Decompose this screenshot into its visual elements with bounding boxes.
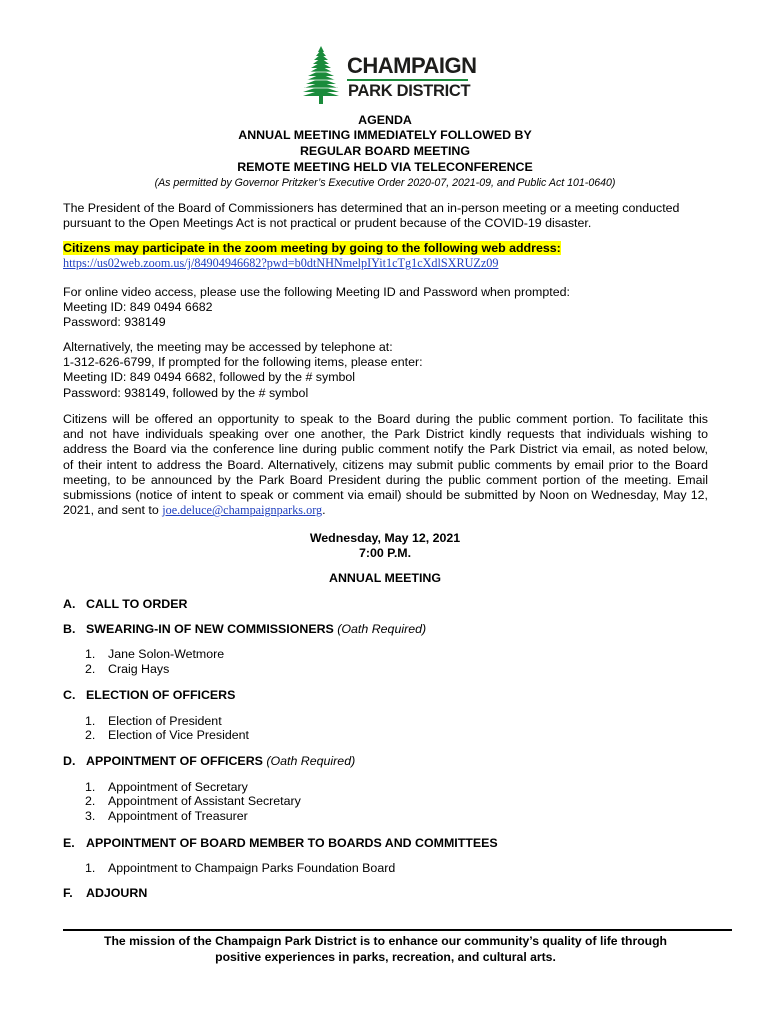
meeting-heading-line3: REMOTE MEETING HELD VIA TELECONFERENCE [237,160,533,174]
logo-divider [347,79,468,81]
comment-line: and not have individuals speaking over one another, the Park District kindly requests that individuals wishing to [63,427,708,442]
comment-line: 2021, and sent to joe.deluce@champaignparks.org. [63,503,326,518]
mission-statement-line2: positive experiences in parks, recreation, and cultural arts. [215,950,556,964]
agenda-heading: AGENDA [358,113,412,127]
phone-line: Alternatively, the meeting may be accessed by telephone at: [63,340,393,354]
champaign-park-district-logo [303,45,477,105]
executive-order-note: (As permitted by Governor Pritzker’s Executive Order 2020-07, 2021-09, and Public Act 101-0640) [154,177,616,189]
intro-paragraph [63,201,708,231]
list-item: 1. Jane Solon-Wetmore [85,647,225,661]
comment-line: address the Board via the conference line during public comment notify the Park District via email, as noted below, [63,442,708,457]
section-b: B. SWEARING-IN OF NEW COMMISSIONERS (Oath Required) [63,622,427,636]
list-item: 2. Craig Hays [85,662,170,676]
logo-name-line2: PARK DISTRICT [348,82,471,100]
phone-password: Password: 938149, followed by the # symbol [63,385,309,400]
list-item: 1. Election of President [85,714,222,728]
section-c: C. ELECTION OF OFFICERS [63,688,236,702]
footer-divider [63,929,732,931]
meeting-password: Password: 938149 [63,315,166,330]
meeting-date: Wednesday, May 12, 2021 [309,531,461,545]
section-f: F. ADJOURN [63,886,148,900]
video-access-paragraph [63,285,708,331]
comment-line: submissions (notice of intent to speak or comment via email) should be submitted by Noon on Wednesday, May 12, [63,488,708,503]
list-item: 3. Appointment of Treasurer [85,809,248,823]
public-comment-paragraph [63,412,708,518]
meeting-heading-line2: REGULAR BOARD MEETING [299,144,471,158]
section-a: A. CALL TO ORDER [63,597,188,611]
section-e: E. APPOINTMENT OF BOARD MEMBER TO BOARDS AND COMMITTEES [63,836,498,850]
list-item: 2. Appointment of Assistant Secretary [85,794,301,808]
pine-tree-icon [303,45,339,105]
meeting-heading-line1: ANNUAL MEETING IMMEDIATELY FOLLOWED BY [238,128,532,142]
intro-line: The President of the Board of Commissioners has determined that an in-person meeting or a meeting conducted [63,201,680,215]
zoom-highlight-text: Citizens may participate in the zoom meeting by going to the following web address: [63,241,561,255]
video-line: For online video access, please use the following Meeting ID and Password when prompted: [63,285,570,299]
list-item: 1. Appointment to Champaign Parks Foundation Board [85,861,396,875]
meeting-id: Meeting ID: 849 0494 6682 [63,300,213,315]
intro-line: pursuant to the Open Meetings Act is not practical or prudent because of the COVID-19 disaster. [63,216,592,231]
comment-line: meeting, to be announced by the Park Board President during the public comment portion of the meeting. Email [63,472,708,487]
comment-line: Citizens will be offered an opportunity to speak to the Board during the public comment portion. To facilitate this [63,412,708,426]
zoom-section [63,241,708,271]
email-link[interactable]: joe.deluce@champaignparks.org [162,503,323,518]
mission-statement-line1: The mission of the Champaign Park District is to enhance our community’s quality of life through [104,934,667,948]
phone-number-line: 1-312-626-6799, If prompted for the following items, please enter: [63,355,423,370]
logo-name-line1: CHAMPAIGN [347,53,477,78]
comment-line: of their intent to address the Board. Alternatively, citizens may submit public comments by email prior to the Board [63,457,708,472]
meeting-time: 7:00 P.M. [358,546,412,560]
phone-access-paragraph [63,340,708,401]
phone-meeting-id: Meeting ID: 849 0494 6682, followed by the # symbol [63,370,356,385]
zoom-meeting-link[interactable]: https://us02web.zoom.us/j/84904946682?pwd=b0dtNHNmelpIYit1cTg1cXdlSXRUZz09 [63,256,499,271]
list-item: 2. Election of Vice President [85,728,249,742]
list-item: 1. Appointment of Secretary [85,780,248,794]
annual-meeting-title: ANNUAL MEETING [329,571,441,585]
section-d: D. APPOINTMENT OF OFFICERS (Oath Required) [63,754,356,768]
